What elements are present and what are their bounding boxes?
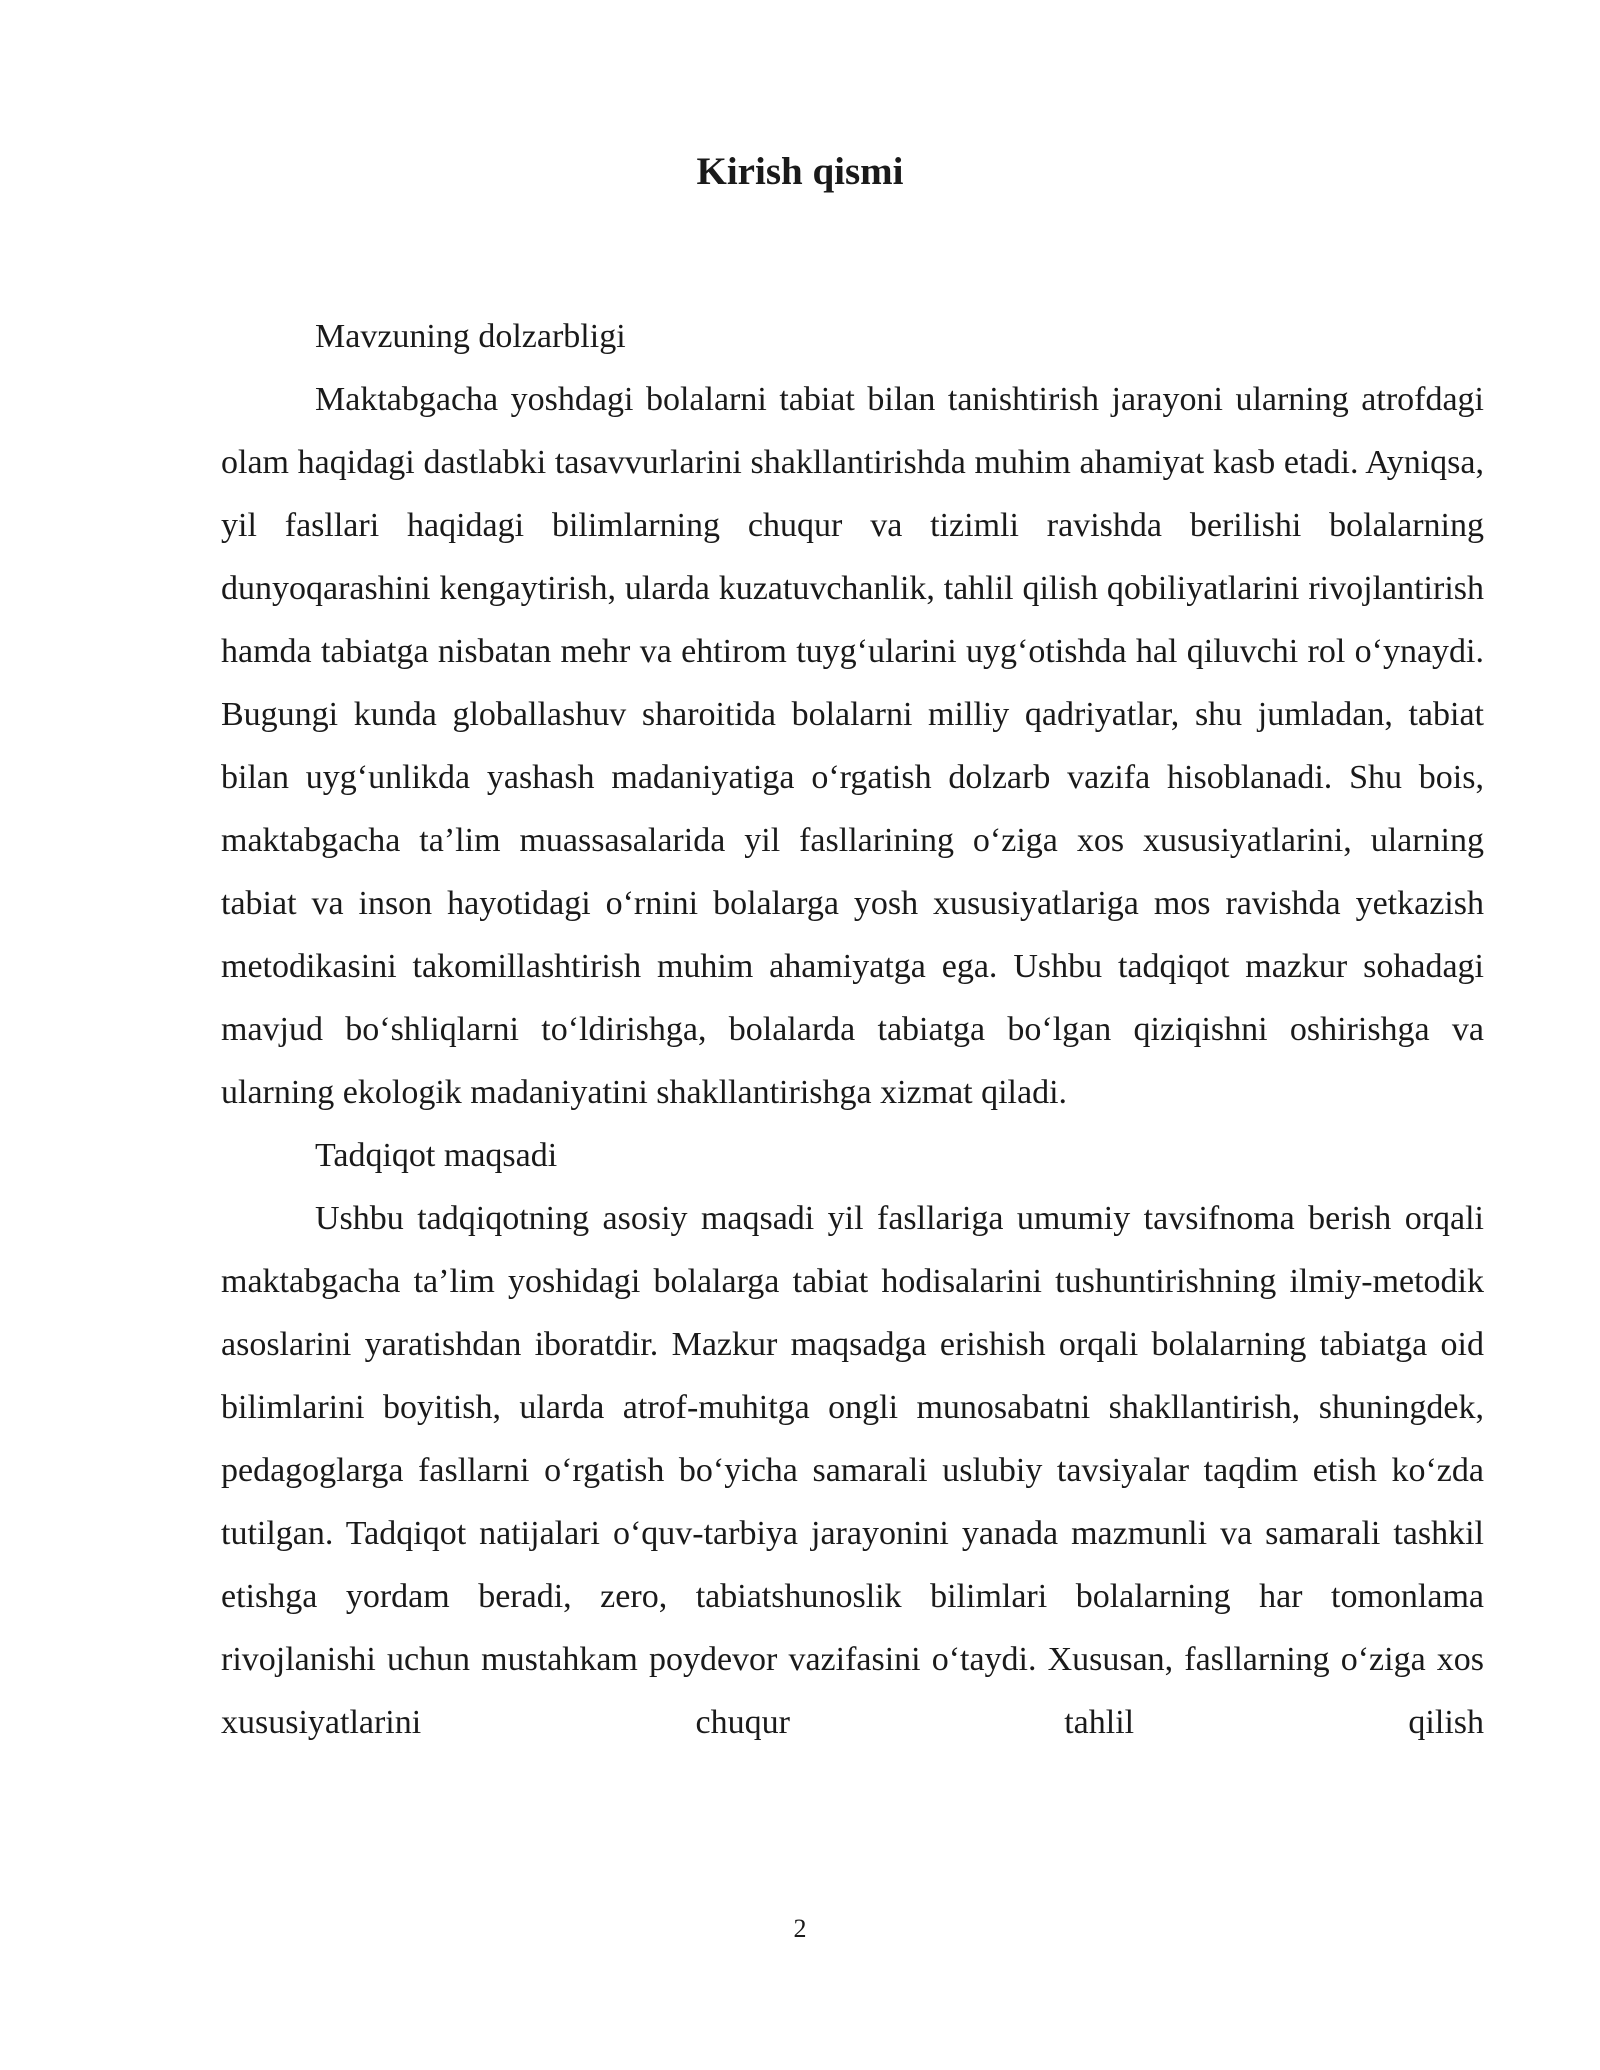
section-heading-goal: Tadqiqot maqsadi	[315, 1137, 558, 1174]
page-title: Kirish qismi	[696, 150, 904, 193]
section-paragraph-relevance: Maktabgacha yoshdagi bolalarni tabiat bilan tanishtirish jarayoni ularning atrofdagi olam haqidagi dastlabki tasavvurlarini shakllantirishda muhim ahamiyat kasb etadi. Ayniqsa, yil fasllari haqidagi bilimlarning chuqur va tizimli ravishda berilishi bolalarning dunyoqarashini kengaytirish, ularda kuzatuvchanlik, tahlil qilish qobiliyatlarini rivojlantirish hamda tabiatga nisbatan mehr va ehtirom tuyg‘ularini uyg‘otishda hal qiluvchi rol o‘ynaydi. Bugungi kunda globallashuv sharoitida bolalarni milliy qadriyatlar, shu jumladan, tabiat bilan uyg‘unlikda yashash madaniyatiga o‘rgatish dolzarb vazifa hisoblanadi. Shu bois, maktabgacha ta’lim muassasalarida yil fasllarining o‘ziga xos xususiyatlarini, ularning tabiat va inson hayotidagi o‘rnini bolalarga yosh xususiyatlariga mos ravishda yetkazish metodikasini takomillashtirish muhim ahamiyatga ega. Ushbu tadqiqot mazkur sohadagi mavjud bo‘shliqlarni to‘ldirishga, bolalarda tabiatga bo‘lgan qiziqishni oshirishga va ularning ekologik madaniyatini shakllantirishga xizmat qiladi.	[221, 381, 1484, 1111]
section-heading-relevance: Mavzuning dolzarbligi	[315, 318, 626, 355]
page-number: 2	[793, 1914, 807, 1943]
document-body	[221, 305, 1484, 1754]
section-paragraph-goal: Ushbu tadqiqotning asosiy maqsadi yil fasllariga umumiy tavsifnoma berish orqali maktabgacha ta’lim yoshidagi bolalarga tabiat hodisalarini tushuntirishning ilmiy-metodik asoslarini yaratishdan iboratdir. Mazkur maqsadga erishish orqali bolalarning tabiatga oid bilimlarini boyitish, ularda atrof-muhitga ongli munosabatni shakllantirish, shuningdek, pedagoglarga fasllarni o‘rgatish bo‘yicha samarali uslubiy tavsiyalar taqdim etish ko‘zda tutilgan. Tadqiqot natijalari o‘quv-tarbiya jarayonini yanada mazmunli va samarali tashkil etishga yordam beradi, zero, tabiatshunoslik bilimlari bolalarning har tomonlama rivojlanishi uchun mustahkam poydevor vazifasini o‘taydi. Xususan, fasllarning o‘ziga xos xususiyatlarini chuqur tahlil qilish	[221, 1200, 1484, 1741]
